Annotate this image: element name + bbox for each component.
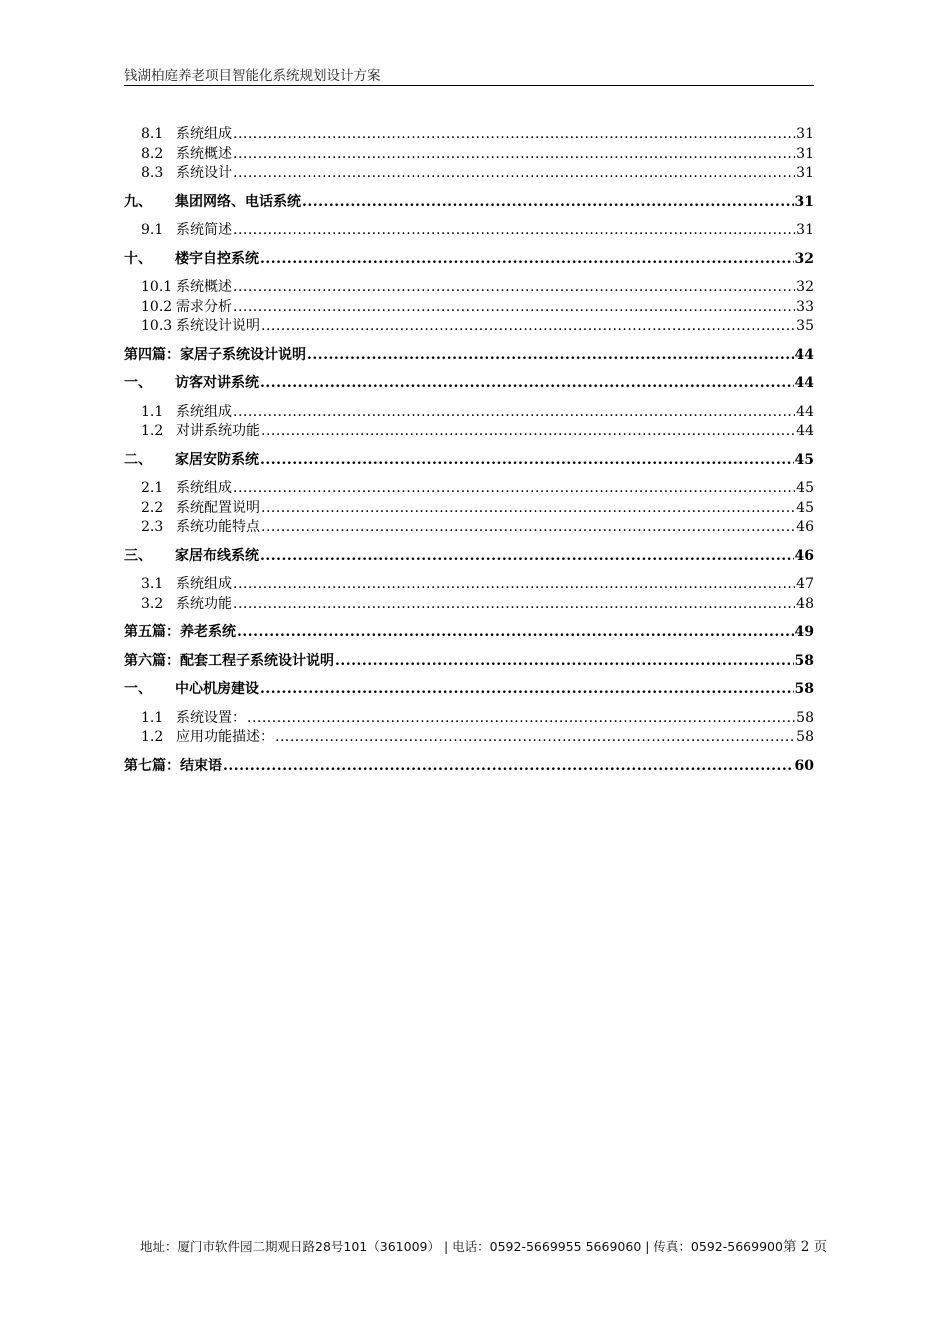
toc-leader-dots [233, 298, 795, 318]
toc-entry-title: 系统功能特点 [176, 519, 260, 535]
toc-entry-page: 32 [794, 250, 814, 267]
toc-entry[interactable] [124, 193, 814, 213]
toc-leader-dots [261, 422, 795, 442]
toc-entry[interactable] [124, 547, 814, 567]
toc-entry[interactable] [124, 317, 814, 337]
toc-leader-dots [260, 374, 794, 394]
footer-contact: 地址：厦门市软件园二期观日路28号101（361009） | 电话：0592-5669955 5669060 | 传真：0592-5669900 [140, 1239, 783, 1254]
document-title: 钱湖柏庭养老项目智能化系统规划设计方案 [124, 68, 381, 84]
toc-entry[interactable] [124, 164, 814, 184]
toc-entry[interactable] [124, 595, 814, 615]
toc-entry-page: 32 [796, 279, 814, 295]
toc-entry-page: 45 [794, 451, 814, 468]
toc-leader-dots [260, 250, 794, 270]
toc-leader-dots [275, 728, 795, 748]
toc-leader-dots [233, 164, 795, 184]
toc-entry[interactable] [124, 575, 814, 595]
toc-entry-page: 31 [796, 126, 814, 142]
toc-entry[interactable] [124, 374, 814, 394]
toc-entry-page: 44 [796, 423, 814, 439]
toc-entry-number: 一、 [124, 375, 152, 391]
toc-entry-page: 58 [796, 729, 814, 745]
toc-leader-dots [335, 652, 794, 672]
toc-leader-dots [233, 145, 795, 165]
toc-entry-page: 49 [794, 624, 814, 640]
toc-leader-dots [233, 125, 795, 145]
toc-entry-page: 35 [796, 318, 814, 334]
toc-entry[interactable] [124, 125, 814, 145]
toc-entry-page: 45 [796, 499, 814, 516]
toc-entry-page: 58 [794, 652, 814, 669]
toc-entry-number: 10.2 [141, 298, 173, 315]
toc-entry[interactable] [124, 145, 814, 165]
toc-entry[interactable] [124, 709, 814, 729]
toc-leader-dots [233, 479, 795, 499]
toc-leader-dots [261, 317, 795, 337]
toc-entry-number: 九、 [124, 193, 152, 210]
toc-entry-number: 9.1 [141, 222, 164, 238]
toc-entry-page: 45 [796, 480, 814, 496]
toc-leader-dots [261, 518, 795, 538]
toc-entry-number: 二、 [124, 451, 152, 468]
toc-entry-number: 2.2 [141, 499, 164, 516]
toc-entry-page: 31 [794, 193, 814, 210]
toc-entry-number: 2.3 [141, 519, 164, 535]
toc-entry-title: 系统组成 [176, 480, 232, 496]
toc-entry-page: 44 [796, 403, 814, 420]
page-header [124, 67, 814, 86]
toc-entry-title: 系统功能 [176, 595, 232, 612]
toc-entry-number: 8.1 [141, 126, 164, 142]
toc-leader-dots [233, 278, 795, 298]
toc-entry-title: 家居安防系统 [175, 451, 259, 468]
toc-leader-dots [247, 709, 795, 729]
toc-entry[interactable] [124, 518, 814, 538]
toc-entry[interactable] [124, 652, 814, 672]
toc-entry-number: 10.1 [141, 279, 173, 295]
toc-leader-dots [233, 575, 795, 595]
toc-entry-title: 系统组成 [176, 576, 232, 592]
toc-entry[interactable] [124, 757, 814, 777]
toc-entry-number: 2.1 [141, 480, 164, 496]
toc-leader-dots [261, 499, 795, 519]
toc-entry-page: 58 [796, 709, 814, 726]
toc-entry-page: 58 [794, 681, 814, 697]
toc-entry[interactable] [124, 422, 814, 442]
toc-entry[interactable] [124, 221, 814, 241]
toc-leader-dots [302, 193, 794, 213]
toc-leader-dots [260, 680, 794, 700]
toc-entry[interactable] [124, 499, 814, 519]
toc-entry-page: 44 [794, 375, 814, 391]
toc-leader-dots [260, 547, 794, 567]
toc-leader-dots [237, 623, 794, 643]
toc-entry-page: 46 [796, 519, 814, 535]
toc-entry[interactable] [124, 451, 814, 471]
toc-entry[interactable] [124, 623, 814, 643]
toc-entry-number: 3.1 [141, 576, 164, 592]
toc-entry-number: 10.3 [141, 318, 173, 334]
toc-entry-title: 中心机房建设 [175, 681, 259, 697]
toc-entry-title: 访客对讲系统 [175, 375, 259, 391]
toc-entry-title: 楼宇自控系统 [175, 250, 259, 267]
toc-entry-number: 三、 [124, 547, 152, 564]
toc-entry-title: 第六篇：配套工程子系统设计说明 [124, 652, 334, 669]
toc-entry-number: 一、 [124, 681, 152, 697]
toc-entry-page: 44 [794, 346, 814, 363]
toc-entry-title: 系统概述 [176, 279, 232, 295]
toc-leader-dots [260, 451, 794, 471]
toc-entry-page: 31 [796, 222, 814, 238]
toc-entry-title: 需求分析 [176, 298, 232, 315]
toc-entry-title: 系统设置： [176, 709, 246, 726]
toc-entry-number: 十、 [124, 250, 152, 267]
toc-entry[interactable] [124, 403, 814, 423]
page-footer [140, 1238, 828, 1256]
toc-leader-dots [307, 346, 794, 366]
toc-entry-title: 应用功能描述： [176, 729, 274, 745]
toc-entry-title: 第五篇：养老系统 [124, 624, 236, 640]
toc-entry-title: 系统设计 [176, 165, 232, 181]
toc-entry-page: 31 [796, 145, 814, 162]
toc-entry-title: 集团网络、电话系统 [175, 193, 301, 210]
table-of-contents [124, 125, 814, 785]
toc-entry-page: 47 [796, 576, 814, 592]
toc-entry-title: 第七篇：结束语 [124, 757, 222, 774]
toc-entry-number: 1.1 [141, 403, 164, 420]
toc-entry-title: 系统组成 [176, 126, 232, 142]
toc-entry-title: 系统设计说明 [176, 318, 260, 334]
toc-entry-title: 系统组成 [176, 403, 232, 420]
toc-entry-number: 1.2 [141, 423, 164, 439]
toc-leader-dots [233, 403, 795, 423]
toc-entry-number: 1.1 [141, 709, 164, 726]
toc-entry-number: 8.2 [141, 145, 164, 162]
toc-entry-title: 对讲系统功能 [176, 423, 260, 439]
toc-entry[interactable] [124, 728, 814, 748]
toc-entry[interactable] [124, 250, 814, 270]
toc-entry[interactable] [124, 298, 814, 318]
toc-entry-title: 第四篇：家居子系统设计说明 [124, 346, 306, 363]
toc-entry-title: 系统概述 [176, 145, 232, 162]
toc-entry[interactable] [124, 278, 814, 298]
page-number: 第 2 页 [782, 1239, 828, 1255]
toc-entry[interactable] [124, 680, 814, 700]
toc-entry-title: 系统配置说明 [176, 499, 260, 516]
toc-entry[interactable] [124, 346, 814, 366]
toc-leader-dots [223, 757, 794, 777]
toc-entry-number: 3.2 [141, 595, 164, 612]
toc-entry-number: 8.3 [141, 165, 164, 181]
toc-leader-dots [233, 595, 795, 615]
toc-entry-page: 31 [796, 165, 814, 181]
toc-entry[interactable] [124, 479, 814, 499]
toc-entry-title: 系统简述 [176, 222, 232, 238]
toc-entry-page: 48 [796, 595, 814, 612]
toc-entry-page: 60 [794, 757, 814, 774]
toc-entry-page: 33 [796, 298, 814, 315]
toc-entry-title: 家居布线系统 [175, 547, 259, 564]
toc-entry-page: 46 [794, 547, 814, 564]
toc-leader-dots [233, 221, 795, 241]
toc-entry-number: 1.2 [141, 729, 164, 745]
